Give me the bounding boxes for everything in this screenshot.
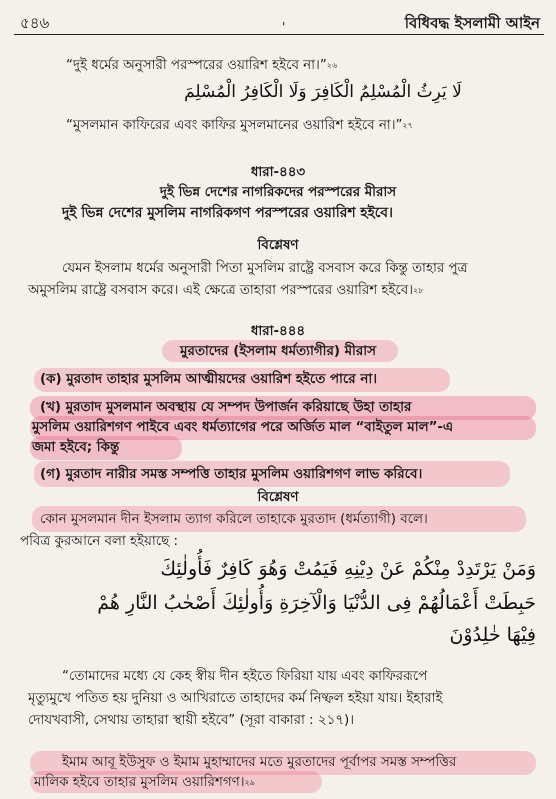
section-444-number: ধারা-৪৪৪ xyxy=(250,324,306,339)
footnote-ref: ২৬ xyxy=(326,61,338,70)
section-444-analysis-heading: বিশ্লেষণ xyxy=(257,490,299,505)
clause-kha-line-1: (খ) মুরতাদ মুসলমান অবস্থায় যে সম্পদ উপার্জন করিয়াছে উহা তাহার xyxy=(40,400,412,415)
section-444-analysis-1: কোন মুসলমান দীন ইসলাম ত্যাগ করিলে তাহাকে মুরতাদ (ধর্মত্যাগী) বলে। xyxy=(40,512,428,527)
section-443-analysis-2: অমুসলিম রাষ্ট্রে বসবাস করে। এই ক্ষেত্রে তাহারা পরস্পরের ওয়ারিশ হইবে।$^{২৮}$ xyxy=(28,283,424,298)
section-443-rule: দুই ভিন্ন দেশের মুসলিম নাগরিকগণ পরস্পরের ওয়ারিশ হইবে। xyxy=(62,205,393,221)
quran-line-1: وَمَنْ يَرْتَدِدْ مِنْكُمْ عَنْ دِيْنِهِ فَيَمُتْ وَهُوَ كَافِرٌ فَأُولٰئِكَ xyxy=(160,558,536,580)
quran-line-2: حَبِطَتْ أَعْمَالُهُمْ فِى الدُّنْيَا وَالْآخِرَةِ وَأُولٰئِكَ أَصْحٰبُ النَّارِ هُمْ xyxy=(97,592,536,614)
section-444-analysis-2: পবিত্র কুরআনে বলা হইয়াছে : xyxy=(20,534,179,549)
clause-kha-line-2: মুসলিম ওয়ারিশগণ পাইবে এবং ধর্মত্যাগের পরে অর্জিত মাল “বাইতুল মাল”-এ xyxy=(32,420,454,435)
clause-ka: (ক) মুরতাদ তাহার মুসলিম আত্মীয়দের ওয়ারিশ হইতে পারে না। xyxy=(40,372,377,387)
clause-ga: (গ) মুরতাদ নারীর সমস্ত সম্পত্তি তাহার মুসলিম ওয়ারিশগণ লাভ করিবে। xyxy=(40,467,423,482)
imam-opinion-1: ইমাম আবূ ইউসুফ ও ইমাম মুহাম্মাদের মতে মুরতাদের পূর্বাপর সমস্ত সম্পত্তির xyxy=(62,755,457,770)
clause-kha-line-3: জমা হইবে; কিন্তু xyxy=(32,440,120,455)
quote-1: “দুই ধর্মের অনুসারী পরস্পরের ওয়ারিশ হইবে না।”$^{২৬}$ xyxy=(66,58,338,73)
section-444-title: মুরতাদের (ইসলাম ধর্মত্যাগীর) মীরাস xyxy=(180,344,376,359)
header-rule xyxy=(14,34,544,35)
book-title: বিধিবদ্ধ ইসলামী আইন xyxy=(404,14,540,32)
section-443-analysis-1: যেমন ইসলাম ধর্মের অনুসারী পিতা মুসলিম রাষ্ট্রে বসবাস করে কিন্তু তাহার পুত্র xyxy=(62,261,468,276)
section-443-number: ধারা-৪৪৩ xyxy=(250,165,306,180)
footnote-ref: ২৭ xyxy=(402,121,413,130)
translation-line-1: “তোমাদের মধ্যে যে কেহ স্বীয় দীন হইতে ফিরিয়া যায় এবং কাফিররূপে xyxy=(62,669,428,684)
translation-line-2: মৃত্যুমুখে পতিত হয় দুনিয়া ও আখিরাতে তাহাদের কর্ম নিষ্ফল হইয়া যায়। ইহারাই xyxy=(28,691,443,706)
page-header xyxy=(20,12,540,34)
page-number: ৫৪৬ xyxy=(20,14,50,32)
header-mark: ' xyxy=(282,20,286,34)
translation-line-3: দোযখবাসী, সেথায় তাহারা স্থায়ী হইবে” (সূরা বাকারা : ২১৭)। xyxy=(28,713,355,728)
quran-line-3: فِيْهَا خٰلِدُوْنَ xyxy=(449,624,536,646)
section-443-title: দুই ভিন্ন দেশের নাগরিকদের পরস্পরের মীরাস xyxy=(159,185,397,200)
hadith-arabic: لَا يَرِثُ الْمُسْلِمُ الْكَافِرَ وَلَا الْكَافِرُ الْمُسْلِمَ xyxy=(184,82,462,102)
footnote-ref: ২৯ xyxy=(244,778,255,787)
quote-2: “মুসলমান কাফিরের এবং কাফির মুসলমানের ওয়ারিশ হইবে না।”$^{২৭}$ xyxy=(66,118,413,133)
imam-opinion-2: মালিক হইবে তাহার মুসলিম ওয়ারিশগণ।$^{২৯}$ xyxy=(34,775,255,790)
section-443-analysis-heading: বিশ্লেষণ xyxy=(257,238,299,253)
footnote-ref: ২৮ xyxy=(413,286,424,295)
